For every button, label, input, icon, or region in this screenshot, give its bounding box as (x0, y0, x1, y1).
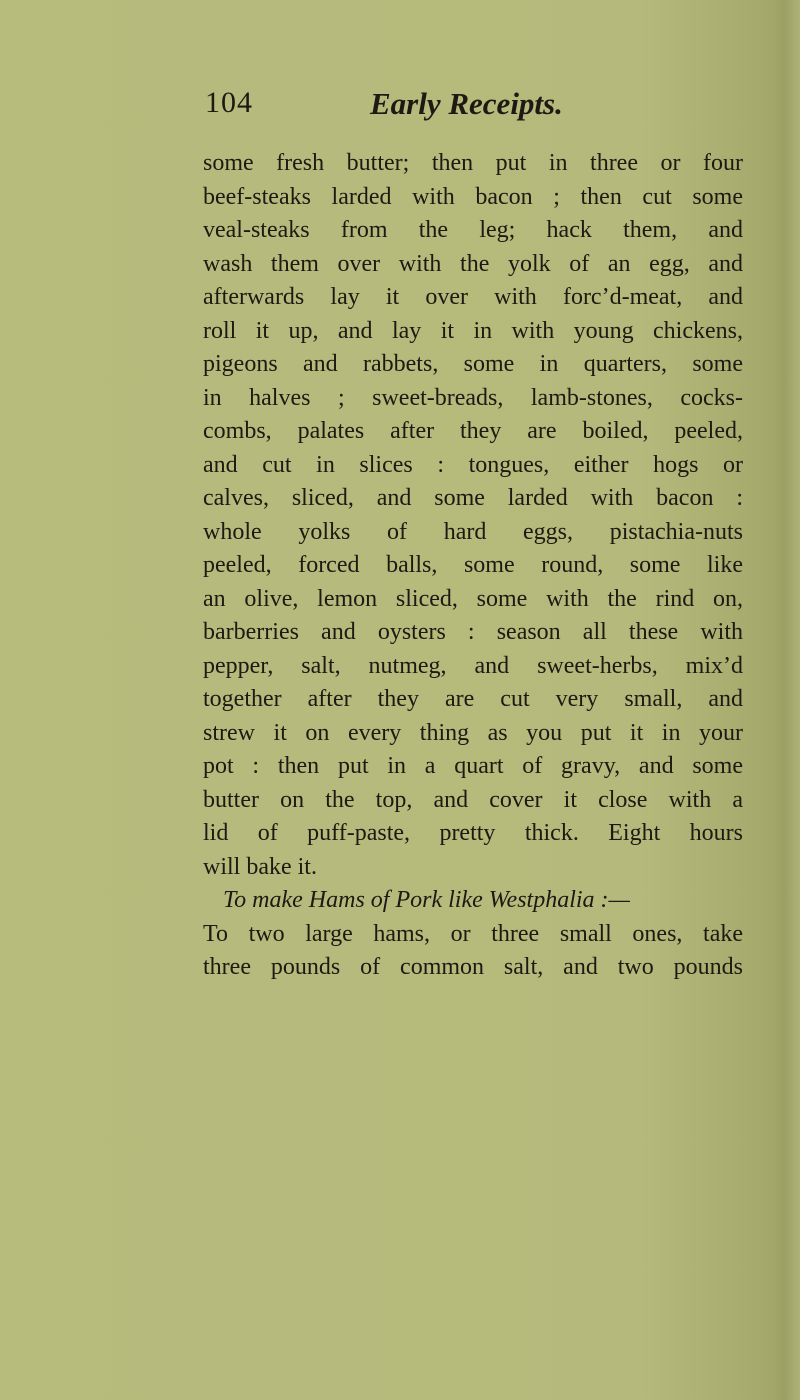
text-line: and cut in slices : tongues, either hogs or (203, 451, 743, 478)
text-line: together after they are cut very small, and (203, 686, 743, 712)
text-line: pigeons and rabbets, some in quarters, some (203, 351, 743, 377)
text-line: To two large hams, or three small ones, take (203, 920, 743, 947)
text-line: pot : then put in a quart of gravy, and some (203, 753, 743, 779)
text-line: butter on the top, and cover it close with a (203, 786, 743, 813)
text-line: three pounds of common salt, and two pounds (203, 954, 743, 980)
text-line: pepper, salt, nutmeg, and sweet-herbs, mix’d (203, 652, 743, 679)
text-line: an olive, lemon sliced, some with the rind on, (203, 585, 743, 612)
text-line: barberries and oysters : season all these with (203, 619, 743, 645)
text-line: whole yolks of hard eggs, pistachia-nuts (203, 518, 743, 545)
text-line: wash them over with the yolk of an egg, and (203, 250, 743, 277)
text-line: roll it up, and lay it in with young chickens, (203, 317, 743, 344)
running-title: Early Receipts. (370, 86, 563, 121)
text-line: combs, palates after they are boiled, peeled, (203, 418, 743, 444)
text-line: calves, sliced, and some larded with bacon : (203, 485, 743, 511)
recipe-heading: To make Hams of Pork like Westphalia :— (223, 887, 630, 913)
text-line: some fresh butter; then put in three or four (203, 150, 743, 176)
page-edge (774, 0, 800, 1400)
text-line: beef-steaks larded with bacon ; then cut some (203, 183, 743, 210)
text-line: strew it on every thing as you put it in your (203, 719, 743, 746)
text-line: peeled, forced balls, some round, some like (203, 552, 743, 578)
text-line: will bake it. (203, 853, 317, 880)
page-header (205, 86, 585, 130)
body-text (203, 147, 743, 985)
text-line: lid of puff-paste, pretty thick. Eight hours (203, 820, 743, 846)
text-line: veal-steaks from the leg; hack them, and (203, 217, 743, 243)
text-line: in halves ; sweet-breads, lamb-stones, cocks- (203, 384, 743, 411)
page-number: 104 (205, 86, 253, 119)
text-line: afterwards lay it over with forc’d-meat, and (203, 284, 743, 310)
